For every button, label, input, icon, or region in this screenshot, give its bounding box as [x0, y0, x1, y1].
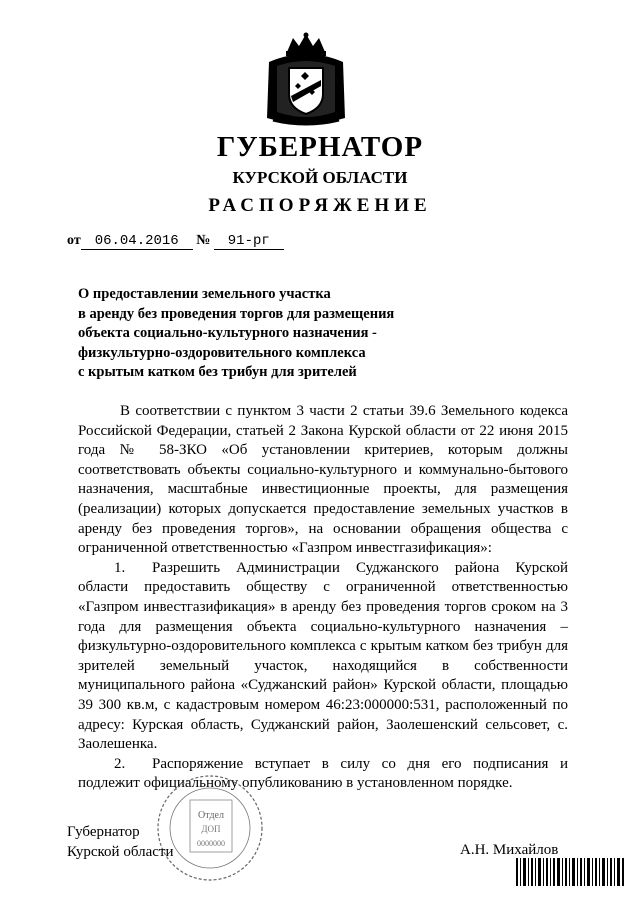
subject-line: объекта социально-культурного назначения - [78, 325, 377, 341]
stamp-text: 0000000 [197, 839, 225, 848]
item-text: Разрешить Администрации Суджанского района Курской области предоставить обществу с ограниченной ответственностью «Газпром инвестгазификация» в аренду без проведения торгов сроком на 3 года для размещения объекта социально-культурного назначения – физкультурно-оздоровительного комплекса с крытым катком без трибун для зрителей земельный участок, находящийся в собственности муниципального района «Суджанский район» Курской области, площадью 39 300 кв.м, с кадастровым номером 46:23:000000:531, расположенный по адресу: Курская область, Суджанский район, Заолешенский сельсовет, с. Заолешенка. [78, 559, 568, 753]
item-text: Распоряжение вступает в силу со дня его подписания и подлежит официальному опубликованию в установленном порядке. [78, 755, 568, 792]
barcode-icon [516, 858, 626, 886]
item-number: 2. [114, 755, 126, 772]
region-heading: КУРСКОЙ ОБЛАСТИ [232, 168, 408, 187]
number-label: № [196, 233, 211, 248]
coat-of-arms-emblem [265, 32, 347, 128]
document-subject [78, 285, 478, 383]
list-item [78, 559, 568, 755]
signatory-name: А.Н. Михайлов [460, 842, 559, 858]
subject-line: физкультурно-оздоровительного комплекса [78, 344, 366, 361]
date-label: от [67, 233, 81, 248]
subject-line: с крытым катком без трибун для зрителей [78, 364, 357, 380]
document-type-heading: РАСПОРЯЖЕНИЕ [208, 195, 432, 216]
item-number: 1. [114, 559, 126, 576]
document-body [78, 402, 568, 794]
subject-line: О предоставлении земельного участка [78, 286, 331, 302]
subject-line: в аренду без проведения торгов для размещения [78, 305, 395, 322]
document-title: ГУБЕРНАТОР [216, 131, 424, 163]
stamp-text: Отдел [198, 810, 224, 821]
position-line: Губернатор [67, 824, 140, 840]
order-date: 06.04.2016 [81, 233, 193, 250]
order-number: 91-рг [214, 233, 284, 250]
position-line: Курской области [67, 844, 174, 860]
signatory-position [67, 822, 173, 862]
stamp-text: ДОП [201, 824, 221, 834]
order-details [67, 233, 284, 250]
intro-paragraph: В соответствии с пунктом 3 части 2 статьи 39.6 Земельного кодекса Российской Федерации, статьей 2 Закона Курской области от 22 июня 2015 года № 58-ЗКО «Об установлении критериев, которым должны соответствовать объекты социально-культурного и коммунально-бытового назначения, масштабные инвестиционные проекты, для размещения (реализации) которых допускается предоставление земельных участков в аренду без проведения торгов», на основании обращения общества с ограниченной ответственностью «Газпром инвестгазификация»: [78, 403, 568, 557]
